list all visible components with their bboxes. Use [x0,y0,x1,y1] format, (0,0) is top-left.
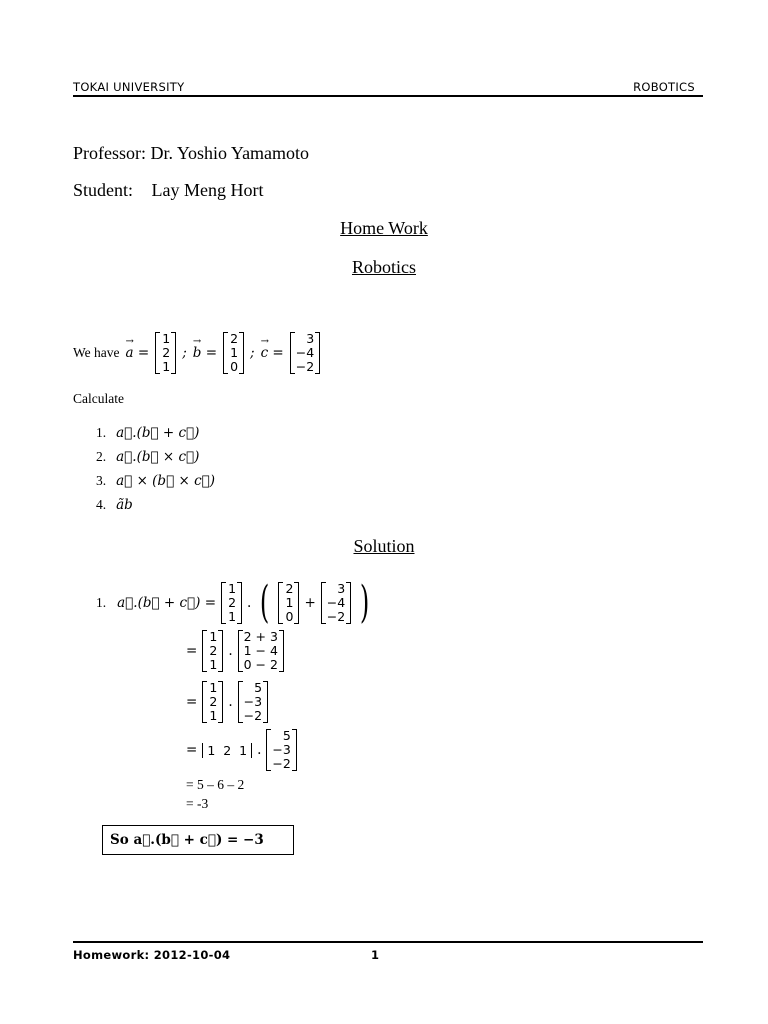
task-expression: a⃗.(b⃗ + c⃗) [116,425,200,441]
solution-step-5: = 5 – 6 – 2 [186,777,245,792]
right-paren: ) [360,577,370,628]
solution-title: Solution [353,536,415,556]
row-vector-a: 1 2 1 [202,743,252,758]
solution-step-6: = -3 [186,796,209,811]
result-matrix: 5 −3 −2 [266,729,296,771]
professor-label: Professor: [73,143,146,163]
page-number: 1 [371,948,380,962]
matrix-cell: 2 [230,331,239,346]
matrix-cell: −4 [295,345,315,360]
vector-a-matrix: 1 2 1 [202,630,223,672]
header-rule [73,95,703,97]
vector-b-matrix: 2 1 0 [278,582,299,624]
matrix-cell: 3 [306,331,315,346]
professor-name: Dr. Yoshio Yamamoto [150,143,310,163]
vector-c-matrix: 3 −4 −2 [321,582,351,624]
subject-title: Robotics [351,257,416,277]
student-line [73,180,264,201]
task-item: 2. a⃗.(b⃗ × c⃗) [96,449,215,473]
task-list [96,425,215,521]
given-intro: We have [73,345,120,360]
matrix-cell: 1 [162,359,171,374]
vector-a-matrix: 1 2 1 [221,582,242,624]
solution-step-4: = 1 2 1 . 5 −3 −2 [186,727,297,773]
vector-a-matrix [155,332,176,374]
solution-step-3: = 1 2 1 . 5 −3 −2 [186,679,268,725]
task-expression: a⃗ × (b⃗ × c⃗) [116,473,216,489]
left-paren: ( [260,577,270,628]
matrix-cell: 1 [230,345,239,360]
task-expression: ãb [116,497,133,513]
answer-box [102,825,294,855]
task-expression: a⃗.(b⃗ × c⃗) [116,449,200,465]
footer-rule [73,941,703,943]
solution-step-1: 1. a⃗.(b⃗ + c⃗) = 1 2 1 . ( 2 1 0 + 3 −4 −2 ) [96,577,370,628]
solution-step-2: = 1 2 1 . 2 + 3 1 − 4 0 − 2 [186,628,284,674]
header-right: ROBOTICS [633,80,695,94]
vector-b-matrix [223,332,244,374]
answer-text: So a⃗.(b⃗ + c⃗) = −3 [110,832,264,848]
vector-a-matrix: 1 2 1 [202,681,223,723]
homework-title: Home Work [340,218,428,238]
student-name: Lay Meng Hort [151,180,264,200]
given-vectors: We have → a = 1 2 1 ; → b = 2 1 0 ; → c = 3 −4 −2 [73,330,320,376]
matrix-cell: 2 [162,345,171,360]
matrix-cell: 0 [230,359,239,374]
professor-line [73,143,309,164]
matrix-cell: 1 [162,331,171,346]
vector-c-matrix [290,332,320,374]
task-item: 3. a⃗ × (b⃗ × c⃗) [96,473,215,497]
solution-lhs: a⃗.(b⃗ + c⃗) = [117,595,217,611]
task-item: 1. a⃗.(b⃗ + c⃗) [96,425,215,449]
task-item: 4. ãb [96,497,215,521]
student-label: Student: [73,180,134,200]
footer-date: Homework: 2012-10-04 [73,948,231,962]
calculate-label: Calculate [73,391,124,406]
matrix-cell: −2 [295,359,315,374]
sum-matrix: 2 + 3 1 − 4 0 − 2 [238,630,284,672]
result-matrix: 5 −3 −2 [238,681,268,723]
header-left: TOKAI UNIVERSITY [73,80,185,94]
